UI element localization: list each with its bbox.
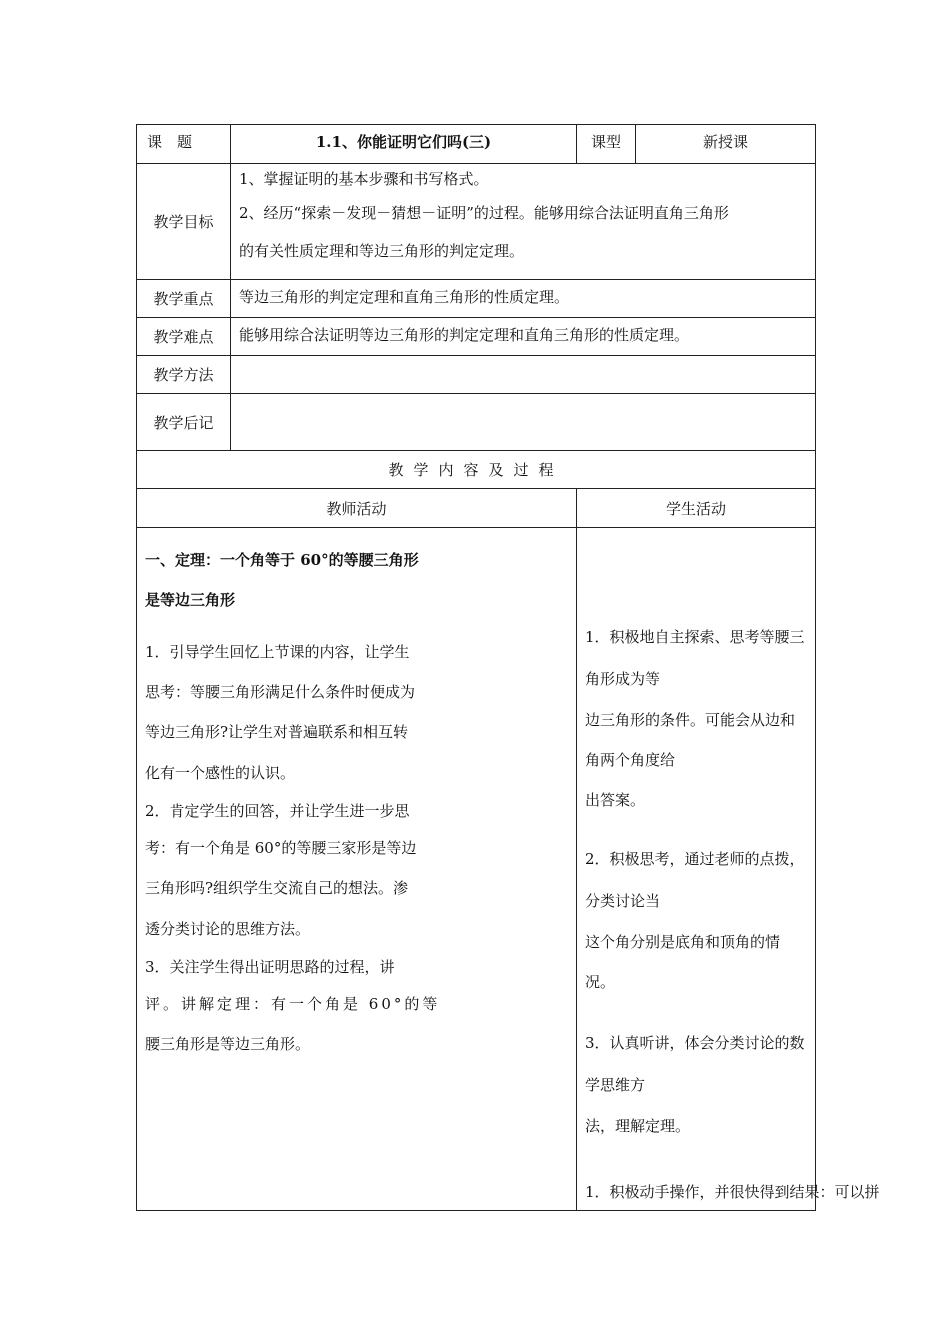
type-value: 新授课 xyxy=(636,125,816,164)
teacher-item-3-line-3: 腰三角形是等边三角形。 xyxy=(145,1035,311,1053)
lesson-plan xyxy=(136,124,880,1211)
goal-line-1: 1、掌握证明的基本步骤和书写格式。 xyxy=(239,170,489,188)
method-value xyxy=(231,356,816,394)
topic-value: 1.1、你能证明它们吗(三) xyxy=(231,125,577,164)
student-item-1-line-1: 1．积极地自主探索、思考等腰三角形成为等 xyxy=(585,628,805,688)
key-points-row xyxy=(137,280,816,318)
theorem-heading-line-2: 是等边三角形 xyxy=(145,591,236,609)
student-activity-header: 学生活动 xyxy=(577,489,816,528)
teacher-item-3-line-2: 评。讲解定理：有一个角是 60°的等 xyxy=(145,995,441,1013)
difficulties-label: 教学难点 xyxy=(137,318,231,356)
activity-header-row xyxy=(137,489,816,528)
method-row xyxy=(137,356,816,394)
goals-row xyxy=(137,164,816,280)
process-title-row xyxy=(137,451,816,489)
key-points-label: 教学重点 xyxy=(137,280,231,318)
student-item-1-line-2: 边三角形的条件。可能会从边和角两个角度给 xyxy=(585,711,796,769)
goals-label: 教学目标 xyxy=(137,164,231,280)
notes-row xyxy=(137,394,816,451)
notes-label: 教学后记 xyxy=(137,394,231,451)
teacher-item-1-line-1: 1．引导学生回忆上节课的内容，让学生 xyxy=(145,643,410,661)
teacher-item-2-line-2: 考：有一个角是 60°的等腰三家形是等边 xyxy=(145,839,417,857)
teacher-item-2-line-4: 透分类讨论的思维方法。 xyxy=(145,920,311,938)
student-activity-column xyxy=(577,528,880,1211)
notes-value xyxy=(231,394,816,451)
theorem-heading-line-1: 一、定理：一个角等于 60°的等腰三角形 xyxy=(145,551,419,569)
teacher-item-1-line-2: 思考：等腰三角形满足什么条件时便成为 xyxy=(145,683,416,701)
teacher-activity-header: 教师活动 xyxy=(137,489,577,528)
teacher-activity-column xyxy=(137,528,577,1211)
difficulties-row xyxy=(137,318,816,356)
teacher-item-1-line-4: 化有一个感性的认识。 xyxy=(145,764,296,782)
student-item-2-line-2: 这个角分别是底角和顶角的情况。 xyxy=(585,933,781,991)
student-item-3-line-1: 3．认真听讲，体会分类讨论的数学思维方 xyxy=(585,1034,805,1094)
teacher-item-1-line-3: 等边三角形?让学生对普遍联系和相互转 xyxy=(145,723,409,741)
method-label: 教学方法 xyxy=(137,356,231,394)
goal-line-3: 的有关性质定理和等边三角形的判定定理。 xyxy=(239,242,525,260)
topic-label: 课 题 xyxy=(137,125,231,164)
teacher-item-3-line-1: 3．关注学生得出证明思路的过程，讲 xyxy=(145,958,395,976)
type-label: 课型 xyxy=(577,125,636,164)
student-item-3-line-2: 法，理解定理。 xyxy=(585,1117,691,1135)
activity-content-row xyxy=(137,528,816,1211)
student-item-2-line-1: 2．积极思考，通过老师的点拨，分类讨论当 xyxy=(585,850,805,910)
goal-line-2: 2、经历“探索－发现－猜想－证明”的过程。能够用综合法证明直角三角形 xyxy=(239,204,729,222)
key-points-value: 等边三角形的判定定理和直角三角形的性质定理。 xyxy=(231,280,816,318)
teacher-item-2-line-3: 三角形吗?组织学生交流自己的想法。渗 xyxy=(145,879,409,897)
student-item-4-line-1: 1．积极动手操作，并很快得到结果：可以拼 xyxy=(585,1183,880,1201)
teacher-item-2-line-1: 2．肯定学生的回答，并让学生进一步思 xyxy=(145,802,410,820)
lesson-plan-table xyxy=(136,124,880,1211)
difficulties-value: 能够用综合法证明等边三角形的判定定理和直角三角形的性质定理。 xyxy=(231,318,816,356)
student-item-1-line-3: 出答案。 xyxy=(585,791,646,809)
process-title: 教学内容及过程 xyxy=(137,451,816,489)
header-row xyxy=(137,125,816,164)
goals-content xyxy=(231,164,816,280)
